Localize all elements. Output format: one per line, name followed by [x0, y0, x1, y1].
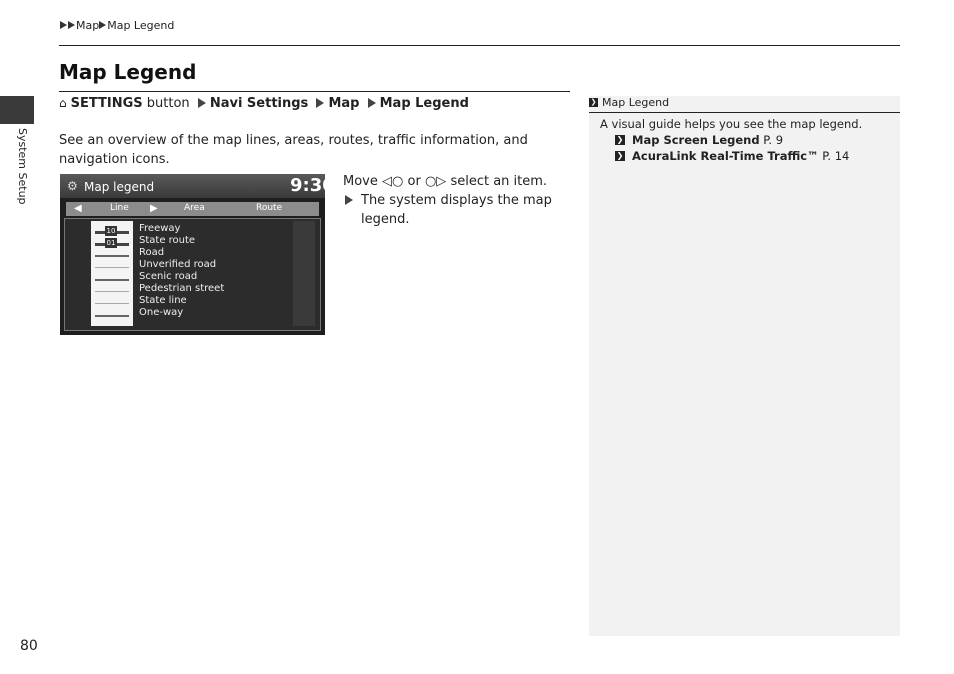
home-icon: ⌂	[59, 96, 67, 110]
xref-map-screen-legend[interactable]: ❯ Map Screen Legend P. 9	[616, 133, 784, 147]
screen-clock: 9:30	[290, 175, 335, 196]
legend-item[interactable]: Road	[139, 247, 165, 258]
screen-image	[60, 174, 335, 335]
chapter-label: System Setup	[16, 128, 29, 205]
notes-body	[600, 116, 862, 164]
legend-item[interactable]: State line	[139, 295, 187, 306]
scenic-road-swatch	[95, 279, 129, 281]
settings-path	[59, 96, 469, 111]
legend-item[interactable]: One-way	[139, 307, 184, 318]
state-route-badge: 01	[106, 239, 116, 247]
button-word: button	[146, 96, 190, 111]
page-title: Map Legend	[59, 60, 197, 84]
description: See an overview of the map lines, areas, routes, traffic information, and navigation icons.	[59, 133, 528, 167]
select-text: select an item.	[450, 174, 548, 189]
tab-route[interactable]: Route	[256, 203, 283, 213]
legend-item[interactable]: Freeway	[139, 223, 181, 234]
title-divider	[59, 91, 570, 92]
arrow-icon	[60, 21, 67, 29]
arrow-right-icon[interactable]: ▶	[150, 203, 158, 214]
breadcrumb	[60, 19, 174, 32]
notes-header	[589, 96, 900, 113]
arrow-icon	[99, 21, 106, 29]
chapter-tab	[0, 96, 34, 124]
legend-item[interactable]: Unverified road	[139, 259, 217, 270]
move-word: Move	[343, 174, 378, 189]
xref-icon: ❯	[616, 135, 624, 144]
note-icon: ❯	[590, 98, 597, 106]
path-step-map: Map	[328, 96, 360, 111]
path-step-navi-settings: Navi Settings	[209, 96, 309, 111]
result-text: The system displays the map legend.	[343, 191, 568, 229]
arrow-left-icon[interactable]: ◀	[74, 203, 82, 214]
tab-line[interactable]: Line	[110, 203, 129, 213]
screen-header	[60, 174, 335, 198]
notes-title: Map Legend	[602, 96, 670, 109]
unverified-road-swatch	[95, 267, 129, 268]
instructions	[343, 172, 568, 229]
rotate-left-icon: ◁○	[382, 174, 404, 189]
screen-scrollbar[interactable]	[293, 221, 315, 326]
page-number: 80	[20, 638, 38, 654]
state-line-swatch	[95, 303, 129, 304]
legend-item[interactable]: Scenic road	[139, 271, 198, 282]
arrow-icon	[198, 98, 206, 108]
arrow-icon	[68, 21, 75, 29]
notes-text: A visual guide helps you see the map legend.	[600, 117, 863, 131]
xref-acuralink-traffic[interactable]: ❯ AcuraLink Real-Time Traffic™ P. 14	[616, 149, 850, 163]
pedestrian-street-swatch	[95, 291, 129, 292]
settings-label: SETTINGS	[70, 96, 143, 111]
breadcrumb-item[interactable]: Map	[76, 19, 100, 32]
path-step-map-legend: Map Legend	[379, 96, 469, 111]
freeway-badge: 10	[106, 227, 116, 235]
arrow-icon	[368, 98, 376, 108]
legend-item[interactable]: State route	[139, 235, 196, 246]
screen-title: Map legend	[84, 180, 155, 194]
tab-area[interactable]: Area	[184, 203, 205, 213]
legend-swatches	[91, 221, 133, 326]
xref-icon: ❯	[616, 151, 624, 160]
rotate-right-icon: ○▷	[424, 174, 447, 189]
road-swatch	[95, 255, 129, 257]
one-way-swatch	[95, 315, 129, 317]
breadcrumb-item[interactable]: Map Legend	[107, 19, 175, 32]
screen-tabs	[66, 202, 319, 216]
gear-icon: ⚙	[67, 179, 78, 193]
or-word: or	[407, 174, 421, 189]
notes-panel	[589, 96, 900, 636]
header-divider	[59, 45, 900, 46]
arrow-icon	[316, 98, 324, 108]
legend-item[interactable]: Pedestrian street	[139, 283, 225, 294]
legend-list	[64, 218, 321, 331]
